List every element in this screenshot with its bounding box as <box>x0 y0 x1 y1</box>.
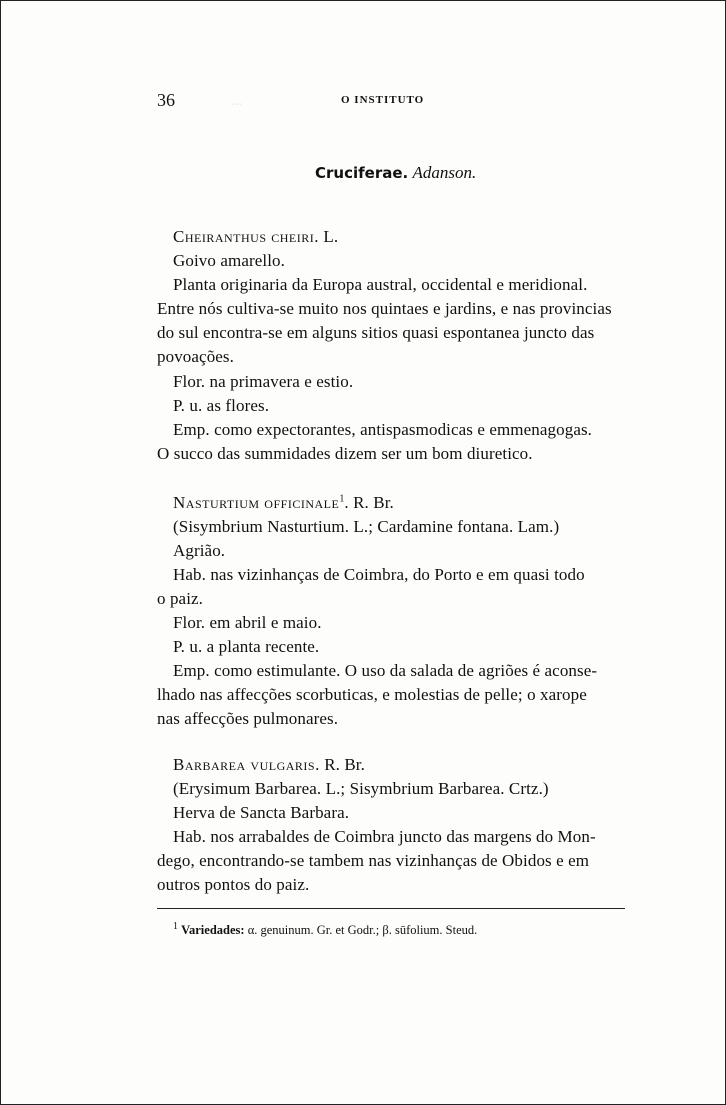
footnote <box>173 920 478 938</box>
entry-line: outros pontos do paiz. <box>157 875 310 894</box>
entry-line: Hab. nos arrabaldes de Coimbra juncto das margens do Mon- <box>173 827 596 846</box>
species-name: Nasturtium officinale <box>173 493 340 512</box>
footnote-label: Variedades: <box>181 923 245 937</box>
entry-heading <box>173 491 394 515</box>
page-number: 36 <box>157 90 175 110</box>
species-authority: R. Br. <box>324 755 365 774</box>
entry-line: (Sisymbrium Nasturtium. L.; Cardamine fontana. Lam.) <box>173 517 560 536</box>
footnote-divider <box>157 908 625 909</box>
entry-line: Hab. nas vizinhanças de Coimbra, do Porto e em quasi todo <box>173 565 585 584</box>
entry-line: O succo das summidades dizem ser um bom diuretico. <box>157 444 533 463</box>
running-title: O INSTITUTO <box>341 94 425 106</box>
species-authority: L. <box>323 227 339 246</box>
species-authority: . R. Br. <box>344 493 394 512</box>
entry-line: nas affecções pulmonares. <box>157 709 339 728</box>
entry-line: P. u. a planta recente. <box>173 637 320 656</box>
footnote-number: 1 <box>173 920 178 932</box>
entry-line: Planta originaria da Europa austral, occidental e meridional. <box>173 275 588 294</box>
entry-line: Herva de Sancta Barbara. <box>173 803 350 822</box>
entry-line: Emp. como estimulante. O uso da salada de agriões é aconse- <box>173 661 598 680</box>
entry-line: Agrião. <box>173 541 226 560</box>
entry-line: Flor. na primavera e estio. <box>173 372 354 391</box>
show-through-text: ... <box>231 93 243 109</box>
family-author: Adanson. <box>412 163 477 182</box>
entry-line: povoações. <box>157 347 235 366</box>
entry-heading <box>173 225 338 249</box>
species-name: Cheiranthus cheiri. <box>173 227 319 246</box>
family-name: Cruciferae. <box>315 164 409 182</box>
entry-line: dego, encontrando-se tambem nas vizinhanças de Obidos e em <box>157 851 590 870</box>
footnote-mark: 1 <box>339 493 345 505</box>
entry-line: Emp. como expectorantes, antispasmodicas e emmenagogas. <box>173 420 593 439</box>
entry-line: Flor. em abril e maio. <box>173 613 322 632</box>
entry-heading <box>173 753 365 777</box>
entry-line: P. u. as flores. <box>173 396 270 415</box>
footnote-text: α. genuinum. Gr. et Godr.; β. sūfolium. Steud. <box>247 923 478 937</box>
entry-line: (Erysimum Barbarea. L.; Sisymbrium Barbarea. Crtz.) <box>173 779 549 798</box>
entry-line: Goivo amarello. <box>173 251 285 270</box>
entry-line: do sul encontra-se em alguns sitios quasi espontanea juncto das <box>157 323 595 342</box>
section-heading <box>315 163 476 183</box>
species-name: Barbarea vulgaris. <box>173 755 320 774</box>
entry-line: Entre nós cultiva-se muito nos quintaes e jardins, e nas provincias <box>157 299 612 318</box>
entry-line: lhado nas affecções scorbuticas, e molestias de pelle; o xarope <box>157 685 587 704</box>
entry-line: o paiz. <box>157 589 204 608</box>
